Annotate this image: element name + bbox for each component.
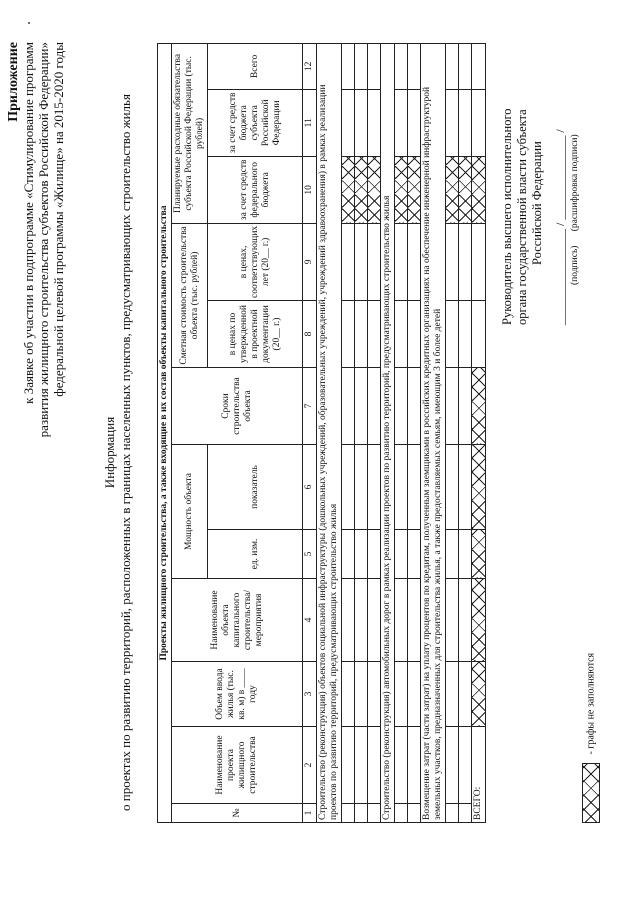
header-num: № [172, 804, 303, 823]
header-total: Всего [208, 44, 303, 90]
section-row [381, 44, 395, 823]
col-number: 5 [303, 530, 317, 579]
header-indicator: показатель [208, 445, 303, 530]
hatched-cell [355, 156, 368, 223]
header-object-name: Наименование объекта капитального строительства/ мероприятия [172, 579, 303, 662]
header-unit: ед. изм. [208, 530, 303, 579]
projects-table [157, 43, 486, 823]
header-terms: Сроки строительства объекта [172, 368, 303, 445]
info-title: Информация [102, 416, 117, 489]
table-row [158, 44, 172, 823]
signature-line: Руководитель высшего исполнительного [500, 108, 514, 325]
header-obligations: Планируемые расходные обязательства субъекта Российской Федерации (тыс. рублей) [172, 44, 208, 224]
col-number: 7 [303, 368, 317, 445]
hatched-cell [408, 156, 421, 223]
header-cost: Сметная стоимость строительства объекта (тыс. рублей) [172, 223, 208, 367]
info-subtitle: о проектах по развитию территорий, расположенных в границах населенных пунктов, предусматривающих строительство жилья [118, 94, 133, 811]
hatched-cell [446, 156, 459, 223]
header-cost-current: в ценах, соответствующих лет (20__ г.) [208, 223, 303, 300]
hatched-cell [472, 368, 486, 445]
col-number: 2 [303, 727, 317, 804]
sign-caption: (подпись) [570, 245, 580, 285]
table-header-row [172, 44, 208, 823]
section-title: Возмещение затрат (части затрат) на уплату процентов по кредитам, полученным заемщиками в российских кредитных организациях на обеспечение инженерной инфраструктурой земельных участков, предназначенных для строительства жилья, а также предоставляемых семьям, имеющим 3 и более детей [421, 44, 446, 823]
col-number: 1 [303, 804, 317, 823]
total-label: ВСЕГО: [472, 727, 486, 823]
col-number: 6 [303, 445, 317, 530]
table-row [395, 44, 408, 823]
appendix-title: Приложение [6, 42, 21, 122]
header-obl-regional: за счет средств бюджета субъекта Российской Федерации [208, 89, 303, 156]
hatched-cell [342, 156, 355, 223]
scan-speck [28, 22, 30, 24]
hatched-cell [472, 156, 486, 223]
table-caption: Проекты жилищного строительства, а также входящие в их состав объекты капитального строительства [158, 44, 172, 823]
header-capacity: Мощность объекта [172, 445, 208, 579]
col-number: 11 [303, 89, 317, 156]
decode-caption: (расшифровка подписи) [570, 134, 580, 232]
section-row [421, 44, 446, 823]
table-row [342, 44, 355, 823]
hatched-cell [472, 530, 486, 579]
signature-field: ________________ / ______________ / [553, 129, 567, 325]
section-row [317, 44, 342, 823]
col-number: 3 [303, 662, 317, 727]
column-numbers-row [303, 44, 317, 823]
col-number: 10 [303, 156, 317, 223]
signature-block [500, 45, 583, 325]
hatched-cell [472, 445, 486, 530]
table-row [408, 44, 421, 823]
col-number: 12 [303, 44, 317, 90]
appendix-line: развития жилищного строительства субъектов Российской Федерации» [36, 42, 51, 438]
table-row [446, 44, 459, 823]
table-row [355, 44, 368, 823]
hatched-cell [368, 156, 381, 223]
header-volume: Объем ввода жилья (тыс. кв. м) в ____ году [172, 662, 303, 727]
appendix-line: к Заявке об участии в подпрограмме «Стимулирование программ [21, 42, 36, 404]
signature-line: Российской Федерации [530, 141, 544, 265]
signature-captions [568, 45, 583, 285]
col-number: 4 [303, 579, 317, 662]
appendix-line: федеральной целевой программы «Жилище» на 2015-2020 годы [51, 42, 66, 397]
hatched-cell [472, 579, 486, 662]
legend [582, 653, 600, 823]
header-cost-approved: в ценах по утвержденной в проектной документации (20__ г.) [208, 301, 303, 368]
table-row [459, 44, 472, 823]
hatched-cell [395, 156, 408, 223]
hatched-cell [472, 662, 486, 727]
hatched-cell [459, 156, 472, 223]
signature-line: органа государственной власти субъекта [515, 109, 529, 325]
col-number: 8 [303, 301, 317, 368]
section-title: Строительство (реконструкция) автомобильных дорог в рамках реализации проектов по развитию территорий, предусматривающих строительство жилья [381, 44, 395, 823]
table-row [368, 44, 381, 823]
legend-text: - графы не заполняются [585, 652, 597, 755]
appendix-block [6, 42, 66, 482]
legend-hatch-swatch [582, 763, 600, 823]
total-row [472, 44, 486, 823]
header-obl-federal: за счет средств федерального бюджета [208, 156, 303, 223]
section-title: Строительство (реконструкция) объектов социальной инфраструктуры (дошкольных учреждений, образовательных учреждений, учреждений здравоохранения) в рамках реализации проектов по развитию территорий, предусматривающих строительство жилья [317, 44, 342, 823]
col-number: 9 [303, 223, 317, 300]
header-project-name: Наименование проекта жилищного строительства [172, 727, 303, 804]
